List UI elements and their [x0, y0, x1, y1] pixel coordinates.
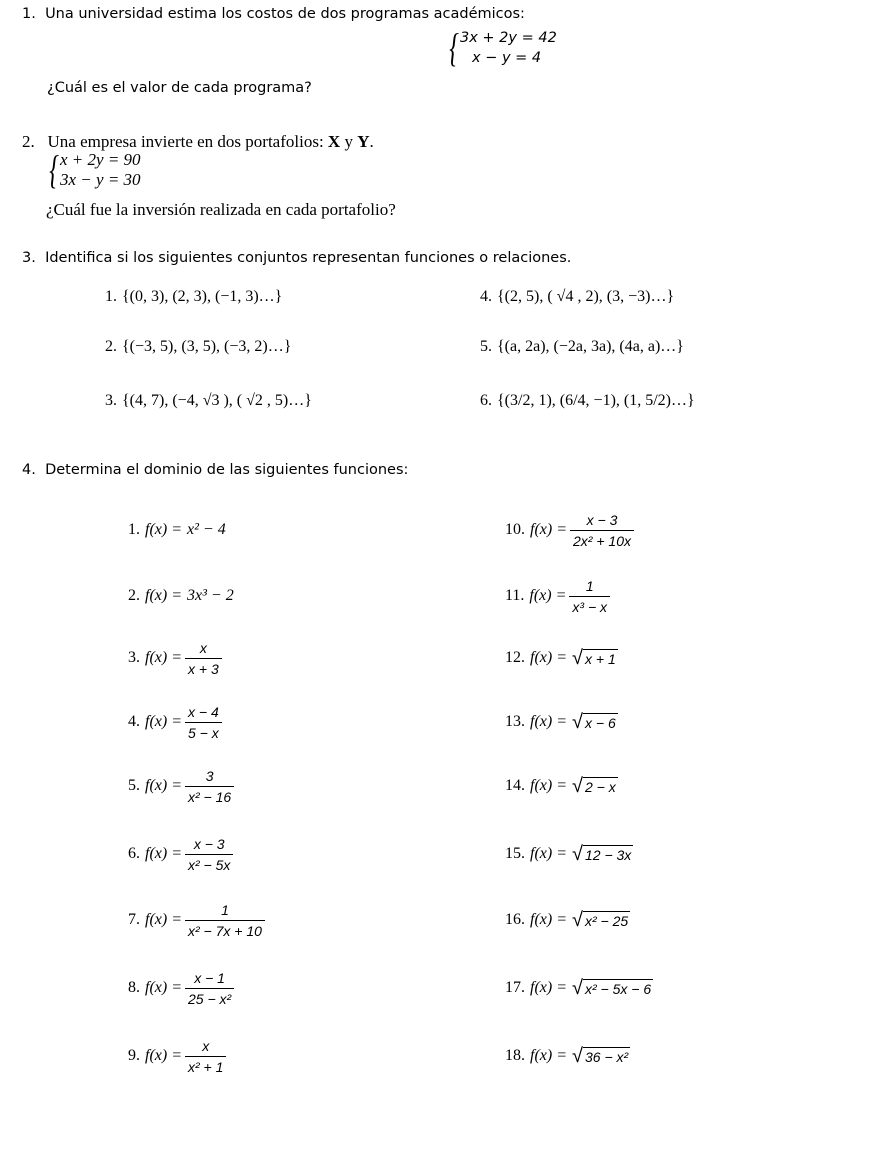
- function-lhs: f(x) =: [530, 1047, 567, 1064]
- q2-title: Una empresa invierte en dos portafolios:: [47, 132, 328, 151]
- set-expression: {(−3, 5), (3, 5), (−3, 2)…}: [122, 338, 292, 355]
- radicand: x² − 5x − 6: [584, 981, 652, 997]
- numerator: x: [199, 639, 207, 656]
- set-expression: {(4, 7), (−4, √3 ), ( √2 , 5)…}: [122, 392, 312, 409]
- function-lhs: f(x) =: [529, 587, 567, 604]
- function-lhs: f(x) =: [145, 713, 182, 730]
- item-number: 8.: [128, 979, 140, 996]
- radical-icon: √: [572, 775, 583, 797]
- q1-heading: [22, 6, 525, 22]
- item-number: 9.: [128, 1047, 140, 1064]
- square-root: [572, 1047, 630, 1065]
- set-item: [480, 338, 684, 356]
- function-expression: x² − 4: [187, 521, 226, 538]
- q3-heading: [22, 250, 571, 266]
- q4-title: Determina el dominio de las siguientes funciones:: [45, 462, 409, 478]
- function-lhs: f(x) =: [145, 845, 182, 862]
- set-expression: {(3/2, 1), (6/4, −1), (1, 5/2)…}: [497, 392, 695, 409]
- item-number: 5.: [480, 338, 492, 355]
- function-item: [128, 898, 268, 942]
- portfolio-y: Y: [357, 132, 370, 151]
- function-lhs: f(x) =: [145, 979, 182, 996]
- denominator: x + 3: [185, 658, 222, 677]
- function-item: [128, 966, 237, 1010]
- item-number: 4.: [480, 288, 492, 305]
- q1-system: [446, 25, 557, 70]
- denominator: x³ − x: [569, 596, 610, 615]
- item-number: 2.: [128, 587, 140, 604]
- item-number: 17.: [505, 979, 525, 996]
- square-root: [572, 845, 633, 863]
- denominator: x² − 16: [185, 786, 234, 805]
- function-item: [128, 1034, 229, 1078]
- function-item: [128, 700, 225, 744]
- item-number: 1.: [128, 521, 140, 538]
- radical-icon: √: [572, 843, 583, 865]
- item-number: 10.: [505, 521, 525, 538]
- numerator: 1: [221, 901, 229, 918]
- set-item: [105, 392, 312, 410]
- function-item: [505, 966, 658, 1010]
- fraction: [185, 970, 234, 1007]
- function-item: [505, 508, 637, 552]
- function-lhs: f(x) =: [530, 845, 567, 862]
- function-expression: 3x³ − 2: [187, 587, 234, 604]
- set-expression: {(2, 5), ( √4 , 2), (3, −3)…}: [497, 288, 675, 305]
- denominator: 2x² + 10x: [570, 530, 634, 549]
- q1-question: ¿Cuál es el valor de cada programa?: [47, 80, 312, 96]
- item-number: 18.: [505, 1047, 525, 1064]
- function-lhs: f(x) =: [530, 713, 567, 730]
- denominator: 5 − x: [185, 722, 222, 741]
- radicand: 12 − 3x: [584, 847, 632, 863]
- square-root: [572, 713, 618, 731]
- item-number: 7.: [128, 911, 140, 928]
- fraction: [185, 768, 234, 805]
- item-number: 6.: [128, 845, 140, 862]
- item-number: 3.: [105, 392, 117, 409]
- function-item: [128, 764, 237, 808]
- q2-title-mid: y: [340, 132, 358, 151]
- radical-icon: √: [572, 909, 583, 931]
- radical-icon: √: [572, 977, 583, 999]
- function-lhs: f(x) =: [145, 911, 182, 928]
- numerator: x − 3: [586, 511, 618, 528]
- function-item: [505, 574, 613, 618]
- fraction: [570, 512, 634, 549]
- set-expression: {(a, 2a), (−2a, 3a), (4a, a)…}: [497, 338, 684, 355]
- item-number: 5.: [128, 777, 140, 794]
- function-lhs: f(x) =: [530, 911, 567, 928]
- q1-equation-2: x − y = 4: [472, 50, 542, 66]
- q4-number: 4.: [22, 462, 36, 478]
- function-lhs: f(x) =: [530, 777, 567, 794]
- function-item: [505, 764, 623, 808]
- fraction: [569, 578, 610, 615]
- item-number: 1.: [105, 288, 117, 305]
- radicand: x² − 25: [584, 913, 629, 929]
- set-item: [105, 288, 282, 306]
- set-item: [105, 338, 291, 356]
- fraction: [185, 836, 233, 873]
- radical-icon: √: [572, 1045, 583, 1067]
- q1-number: 1.: [22, 6, 36, 22]
- q2-title-end: .: [369, 132, 374, 151]
- square-root: [572, 911, 630, 929]
- function-item: [505, 832, 638, 876]
- function-item: [128, 574, 239, 618]
- function-lhs: f(x) =: [145, 777, 182, 794]
- item-number: 4.: [128, 713, 140, 730]
- q2-system: [46, 147, 141, 192]
- fraction: [185, 902, 265, 939]
- denominator: x² − 5x: [185, 854, 233, 873]
- function-lhs: f(x) =: [530, 979, 567, 996]
- item-number: 3.: [128, 649, 140, 666]
- set-expression: {(0, 3), (2, 3), (−1, 3)…}: [122, 288, 283, 305]
- function-lhs: f(x) =: [145, 587, 182, 604]
- denominator: 25 − x²: [185, 988, 234, 1007]
- square-root: [572, 649, 618, 667]
- function-lhs: f(x) =: [530, 521, 567, 538]
- denominator: x² − 7x + 10: [185, 920, 265, 939]
- item-number: 13.: [505, 713, 525, 730]
- q3-number: 3.: [22, 250, 36, 266]
- item-number: 15.: [505, 845, 525, 862]
- brace-icon: {: [449, 25, 459, 70]
- square-root: [572, 777, 618, 795]
- q3-title: Identifica si los siguientes conjuntos representan funciones o relaciones.: [45, 250, 572, 266]
- function-lhs: f(x) =: [145, 1047, 182, 1064]
- set-item: [480, 288, 674, 306]
- q1-title: Una universidad estima los costos de dos programas académicos:: [45, 6, 525, 22]
- item-number: 16.: [505, 911, 525, 928]
- item-number: 2.: [105, 338, 117, 355]
- function-lhs: f(x) =: [530, 649, 567, 666]
- function-item: [505, 898, 635, 942]
- radicand: 2 − x: [584, 779, 616, 795]
- q2-question: ¿Cuál fue la inversión realizada en cada portafolio?: [46, 200, 396, 219]
- portfolio-x: X: [327, 132, 341, 151]
- q2-heading: [22, 132, 374, 152]
- item-number: 12.: [505, 649, 525, 666]
- fraction: [185, 1038, 226, 1075]
- fraction: [185, 704, 222, 741]
- q1-equation-1: 3x + 2y = 42: [460, 30, 557, 46]
- radical-icon: √: [572, 647, 583, 669]
- function-item: [505, 1034, 635, 1078]
- denominator: x² + 1: [185, 1056, 226, 1075]
- function-item: [505, 700, 623, 744]
- radicand: x − 6: [584, 715, 616, 731]
- fraction: [185, 640, 222, 677]
- function-item: [128, 636, 225, 680]
- item-number: 14.: [505, 777, 525, 794]
- radical-icon: √: [572, 711, 583, 733]
- numerator: 1: [585, 577, 594, 594]
- item-number: 6.: [480, 392, 492, 409]
- function-lhs: f(x) =: [145, 649, 182, 666]
- brace-icon: {: [49, 147, 59, 192]
- function-item: [128, 508, 231, 552]
- q2-equation-1: x + 2y = 90: [60, 150, 141, 169]
- numerator: x − 1: [194, 969, 225, 986]
- q2-equation-2: 3x − y = 30: [60, 170, 141, 189]
- function-item: [505, 636, 623, 680]
- set-item: [480, 392, 695, 410]
- numerator: x: [202, 1037, 210, 1054]
- radicand: 36 − x²: [584, 1049, 629, 1065]
- numerator: x − 3: [193, 835, 225, 852]
- function-lhs: f(x) =: [145, 521, 182, 538]
- numerator: 3: [205, 767, 214, 784]
- numerator: x − 4: [188, 703, 219, 720]
- function-item: [128, 832, 236, 876]
- item-number: 11.: [505, 587, 525, 604]
- radicand: x + 1: [584, 651, 616, 667]
- q2-number: 2.: [22, 132, 35, 151]
- square-root: [572, 979, 653, 997]
- q4-heading: [22, 462, 408, 478]
